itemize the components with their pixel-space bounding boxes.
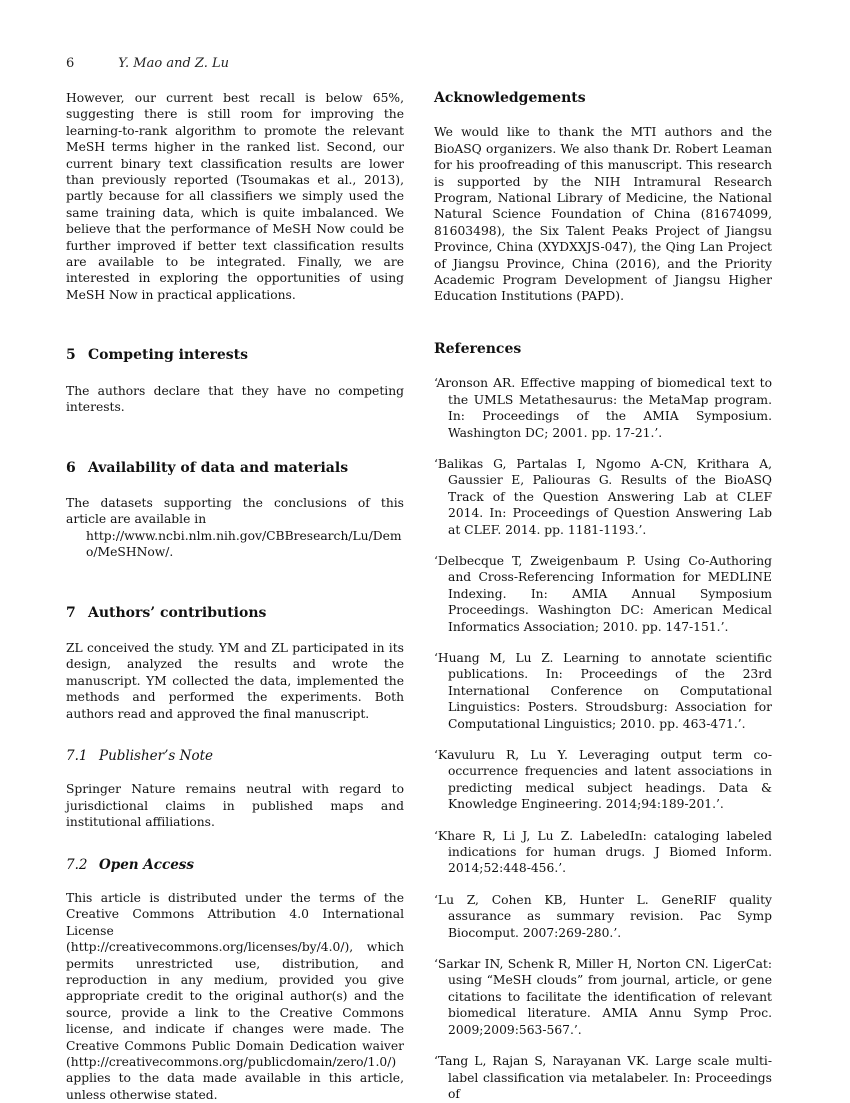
section-number: 6 [66,459,76,476]
subsection-title: Publisher’s Note [99,747,213,764]
running-head [66,56,229,71]
section-number: 7 [66,604,76,621]
acknowledgements-text: We would like to thank the MTI authors and the BioASQ organizers. We also thank Dr. Robert Leaman for his proofreading of this manuscript. This research is supported by the NIH Intramural Research Program, National Library of Medicine, the National Natural Science Foundation of China (81674099, 81603498), the Six Talent Peaks Project of Jiangsu Province, China (XYDXXJS-047), the Qing Lan Project of Jiangsu Province, China (2016), and the Priority Academic Program Development of Jiangsu Higher Education Institutions (PAPD). [434,125,772,304]
reference-item: ‘Huang M, Lu Z. Learning to annotate scientific publications. In: Proceedings of the 23rd International Conference on Computational Linguistics: Posters. Stroudsburg: Association for Computational Linguistics; 2010. pp. 463-471.’. [434,650,772,731]
section-number: 5 [66,347,76,364]
reference-item: ‘Kavuluru R, Lu Y. Leveraging output term co-occurrence frequencies and latent associations in predicting medical subject headings. Data & Knowledge Engineering. 2014;94:189-201.’. [434,748,772,812]
open-access-text: This article is distributed under the terms of the Creative Commons Attribution 4.0 International License (http://creativecommons.org/licenses/by/4.0/), which permits unrestricted use, distribution, and reproduction in any medium, provided you give appropriate credit to the original author(s) and the source, provide a link to the Creative Commons license, and indicate if changes were made. The Creative Commons Public Domain Dedication waiver (http://creativecommons.org/publicdomain/zero/1.0/) applies to the data made available in this article, unless otherwise stated. [66,891,404,1102]
subsection-7-2-heading [66,857,404,873]
section-7-heading [66,605,404,621]
subsection-7-1-heading [66,748,404,764]
section-5-heading [66,347,404,363]
section-title: Availability of data and materials [88,459,349,476]
competing-interests-text: The authors declare that they have no competing interests. [66,383,404,415]
reference-item: ‘Sarkar IN, Schenk R, Miller H, Norton CN. LigerCat: using “MeSH clouds” from journal, article, or gene citations to facilitate the identification of relevant biomedical literature. AMIA Annu Symp Proc. 2009;2009:563-567.’. [434,957,772,1037]
availability-text: The datasets supporting the conclusions of this article are available in [66,495,404,527]
running-head-authors: Y. Mao and Z. Lu [118,56,229,71]
subsection-number: 7.2 [66,856,88,873]
page-number: 6 [66,56,75,71]
contributions-text: ZL conceived the study. YM and ZL participated in its design, analyzed the results and wrote the manuscript. YM collected the data, implemented the methods and performed the experiments. Both authors read and approved the final manuscript. [66,640,404,721]
right-column [434,90,772,1102]
references-heading: References [434,340,522,357]
publishers-note-text: Springer Nature remains neutral with regard to jurisdictional claims in published maps and institutional affiliations. [66,782,404,830]
reference-item: ‘Aronson AR. Effective mapping of biomedical text to the UMLS Metathesaurus: the MetaMap program. In: Proceedings of the AMIA Symposium. Washington DC; 2001. pp. 17-21.’. [434,376,772,440]
reference-item: ‘Khare R, Li J, Lu Z. LabeledIn: cataloging labeled indications for human drugs. J Biomed Inform. 2014;52:448-456.’. [434,828,772,876]
reference-item: ‘Delbecque T, Zweigenbaum P. Using Co-Authoring and Cross-Referencing Information for MEDLINE Indexing. In: AMIA Annual Symposium Proceedings. Washington DC: American Medical Informatics Association; 2010. pp. 147-151.’. [434,553,772,634]
reference-item: ‘Tang L, Rajan S, Narayanan VK. Large scale multi-label classification via metalabeler. In: Proceedings of [434,1054,772,1101]
data-url[interactable]: http://www.ncbi.nlm.nih.gov/CBBresearch/Lu/Demo/MeSHNow/. [86,528,402,560]
section-6-heading [66,460,404,476]
section-title: Authors’ contributions [88,604,267,621]
reference-item: ‘Balikas G, Partalas I, Ngomo A-CN, Krithara A, Gaussier E, Paliouras G. Results of the BioASQ Track of the Question Answering Lab at CLEF 2014. In: Proceedings of Question Answering Lab at CLEF. 2014. pp. 1181-1193.’. [434,456,772,537]
reference-item: ‘Lu Z, Cohen KB, Hunter L. GeneRIF quality assurance as summary revision. Pac Symp Biocomput. 2007:269-280.’. [434,892,772,940]
section-title: Competing interests [88,347,249,364]
intro-paragraph: However, our current best recall is below 65%, suggesting there is still room for improving the learning-to-rank algorithm to promote the relevant MeSH terms higher in the ranked list. Second, our current binary text classification results are lower than previously reported (Tsoumakas et al., 2013), partly because for all classifiers we simply used the same training data, which is quite imbalanced. We believe that the performance of MeSH Now could be further improved if better text classification results are available to be integrated. Finally, we are interested in exploring the opportunities of using MeSH Now in practical applications. [66,91,404,302]
left-column [66,90,404,1103]
reference-list [434,375,772,1102]
subsection-title: Open Access [99,856,195,873]
subsection-number: 7.1 [66,747,88,764]
acknowledgements-heading: Acknowledgements [434,90,586,106]
